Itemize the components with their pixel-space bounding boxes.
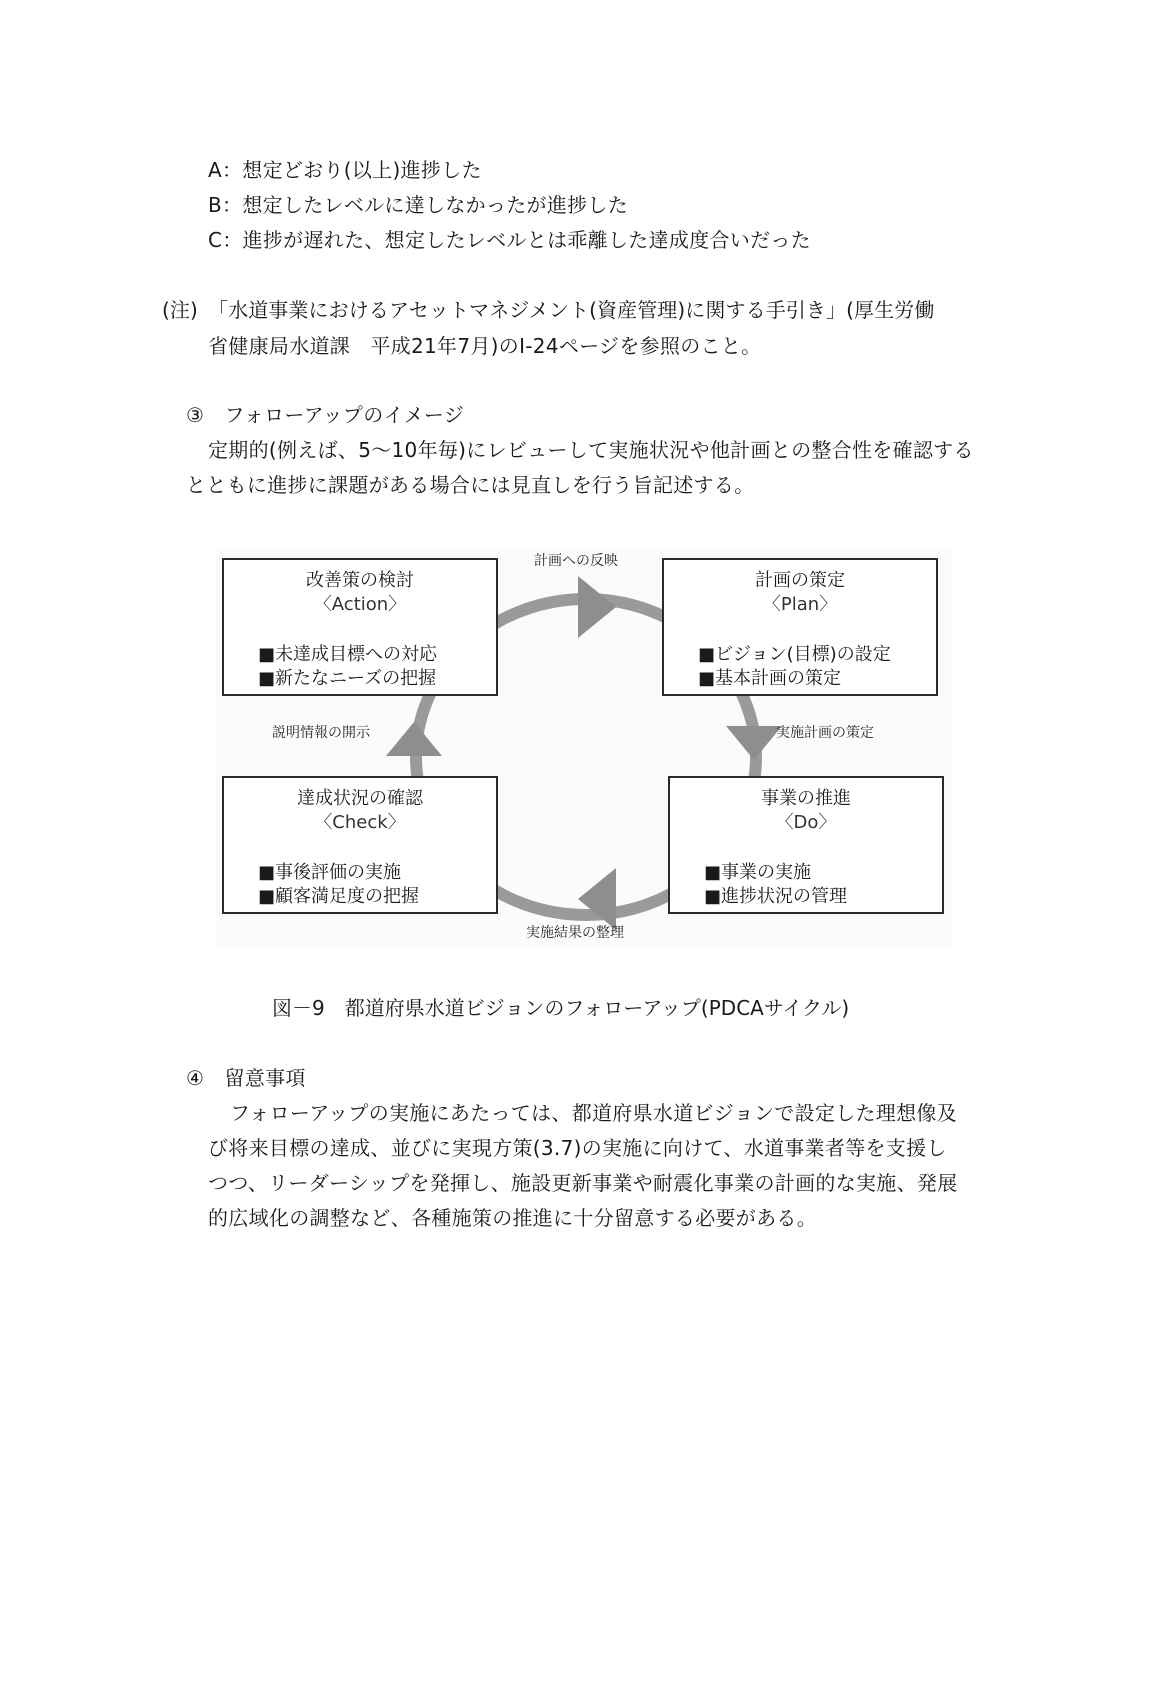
- label-implementation-plan: 実施計画の策定: [776, 725, 874, 741]
- section3-line-1: 定期的(例えば、5～10年毎)にレビューして実施状況や他計画との整合性を確認する: [208, 438, 974, 462]
- plan-box: [662, 558, 938, 696]
- check-item-1: ■事後評価の実施: [258, 862, 402, 883]
- do-box: [668, 776, 944, 914]
- legend-b: B：想定したレベルに達しなかったが進捗した: [208, 193, 629, 217]
- label-organize-results: 実施結果の整理: [526, 925, 624, 941]
- label-plan-reflect: 計画への反映: [534, 553, 618, 569]
- section4-line-2: び将来目標の達成、並びに実現方策(3.7)の実施に向けて、水道事業者等を支援し: [208, 1136, 947, 1160]
- do-item-1: ■事業の実施: [704, 862, 812, 883]
- action-item-2: ■新たなニーズの把握: [258, 668, 437, 689]
- plan-item-1: ■ビジョン(目標)の設定: [698, 644, 891, 665]
- check-title: 達成状況の確認: [297, 788, 423, 809]
- arrow-right-icon: [578, 576, 616, 638]
- note-line-2: 省健康局水道課 平成21年7月)のⅠ-24ページを参照のこと。: [208, 334, 762, 358]
- plan-item-2: ■基本計画の策定: [698, 668, 842, 689]
- action-box: [222, 558, 498, 696]
- section3-line-2: とともに進捗に課題がある場合には見直しを行う旨記述する。: [186, 473, 755, 497]
- label-disclose-info: 説明情報の開示: [272, 725, 370, 741]
- action-title: 改善策の検討: [306, 570, 414, 591]
- arrow-down-icon: [726, 726, 782, 760]
- action-item-1: ■未達成目標への対応: [258, 644, 438, 665]
- legend-a: A：想定どおり(以上)進捗した: [208, 158, 482, 182]
- section4-heading: ④ 留意事項: [186, 1066, 306, 1090]
- section3-heading: ③ フォローアップのイメージ: [186, 403, 465, 427]
- plan-subtitle: 〈Plan〉: [762, 594, 838, 615]
- section4-line-3: つつ、リーダーシップを発揮し、施設更新事業や耐震化事業の計画的な実施、発展: [208, 1171, 958, 1195]
- do-item-2: ■進捗状況の管理: [704, 886, 848, 907]
- note-line-1: (注) 「水道事業におけるアセットマネジメント(資産管理)に関する手引き」(厚生労働: [162, 298, 935, 322]
- check-item-2: ■顧客満足度の把握: [258, 886, 420, 907]
- arrow-up-icon: [386, 722, 442, 756]
- pdca-diagram: [216, 546, 952, 948]
- section4-line-1: フォローアップの実施にあたっては、都道府県水道ビジョンで設定した理想像及: [230, 1101, 957, 1125]
- plan-title: 計画の策定: [755, 570, 845, 591]
- legend-c: C：進捗が遅れた、想定したレベルとは乖離した達成度合いだった: [208, 228, 811, 252]
- figure-caption: 図－9 都道府県水道ビジョンのフォローアップ(PDCAサイクル): [272, 996, 850, 1020]
- do-title: 事業の推進: [761, 788, 851, 809]
- action-subtitle: 〈Action〉: [313, 594, 407, 615]
- section4-line-4: 的広域化の調整など、各種施策の推進に十分留意する必要がある。: [208, 1206, 817, 1230]
- do-subtitle: 〈Do〉: [775, 812, 837, 833]
- check-box: [222, 776, 498, 914]
- check-subtitle: 〈Check〉: [314, 812, 406, 833]
